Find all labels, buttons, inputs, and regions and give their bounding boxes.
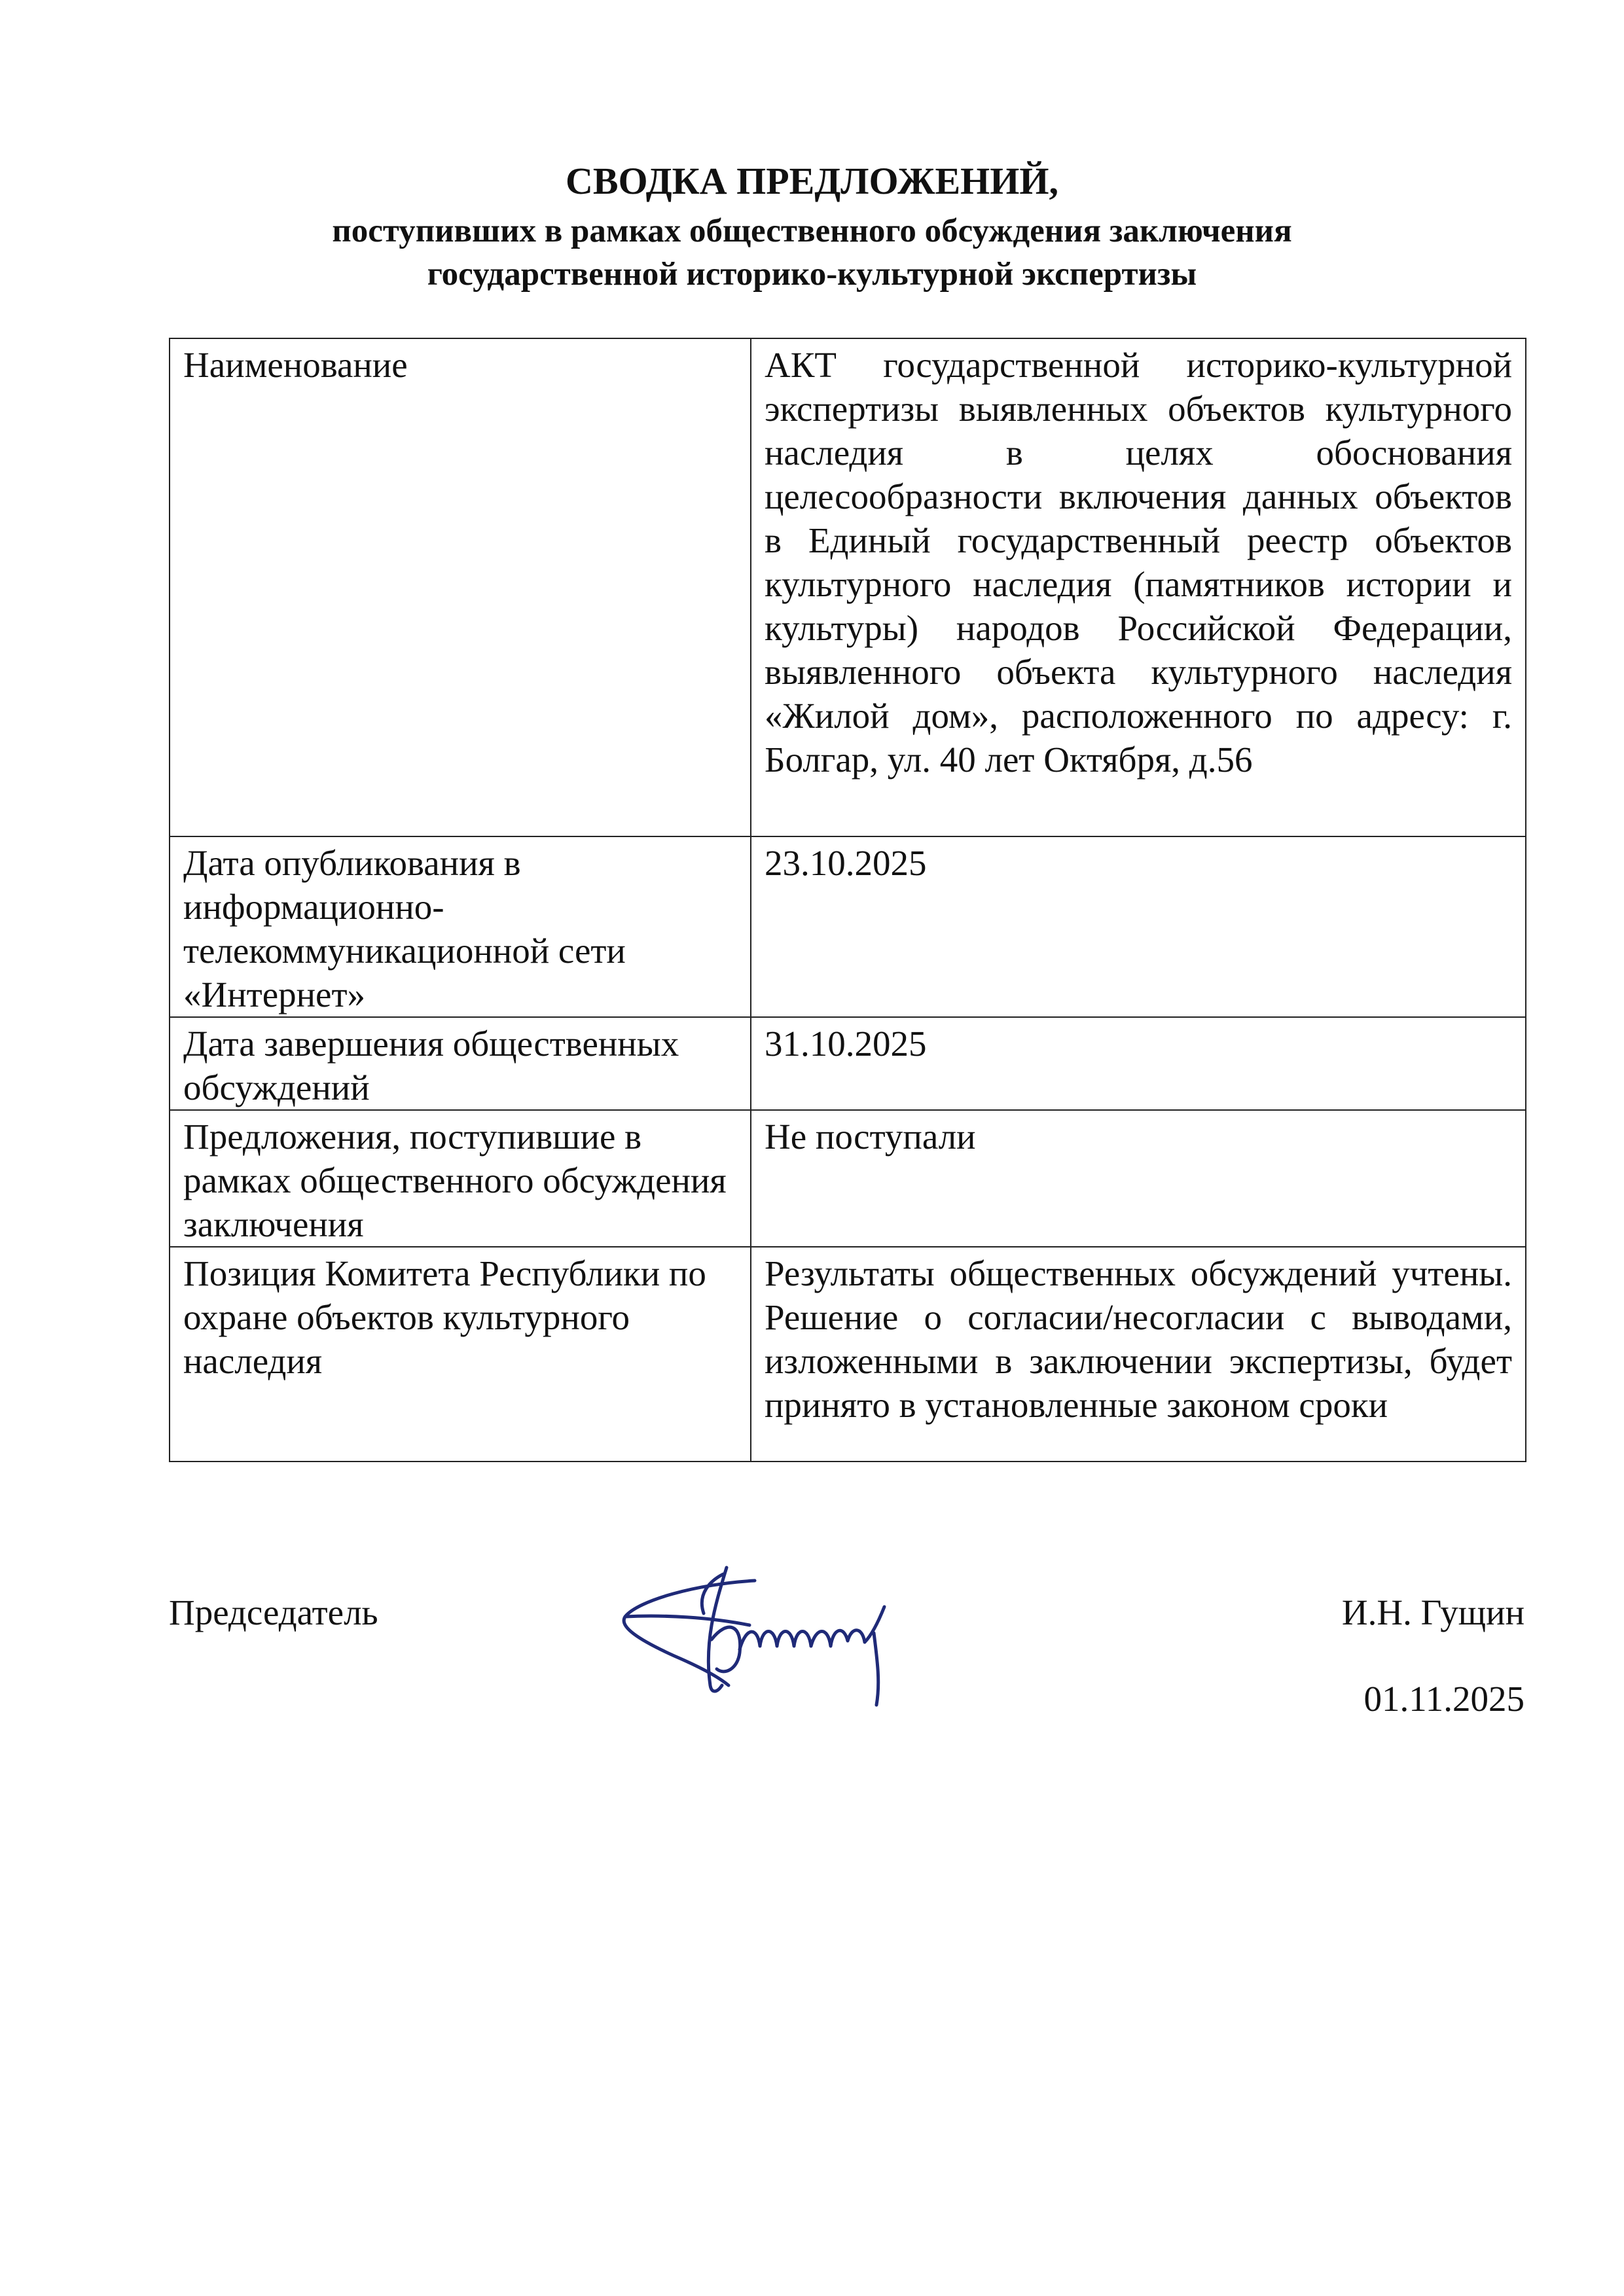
row-value-name: АКТ государственной историко-культурной экспертизы выявленных объектов культурного наследия в целях обоснования целесообразности включения данных объектов в Единый государственный реестр объектов культурного наследия (памятников истории и культуры) народов Российской Федерации, выявленного объекта культурного наследия «Жилой дом», расположенного по адресу: г. Болгар, ул. 40 лет Октября, д.56 [751,338,1526,836]
document-subtitle-line-1: поступивших в рамках общественного обсуждения заключения [332,213,1292,249]
table-row-end-date [170,1017,1526,1110]
row-value-proposals: Не поступали [751,1110,1526,1247]
proposals-summary-table [169,338,1526,1462]
row-label-committee-position: Позиция Комитета Республики по охране объектов культурного наследия [170,1247,751,1462]
document-title: СВОДКА ПРЕДЛОЖЕНИЙ, [565,160,1059,202]
table-row-committee-position [170,1247,1526,1462]
table-row-proposals [170,1110,1526,1247]
row-value-end-date: 31.10.2025 [751,1017,1526,1110]
handwritten-signature-icon [612,1554,913,1712]
document-subtitle-line-2: государственной историко-культурной экспертизы [427,256,1197,293]
row-value-committee-position: Результаты общественных обсуждений учтены. Решение о согласии/несогласии с выводами, изложенными в заключении экспертизы, будет принято в установленные законом сроки [751,1247,1526,1462]
row-label-publication-date: Дата опубликования в информационно-телекоммуникационной сети «Интернет» [170,836,751,1017]
table-row-name [170,338,1526,836]
row-label-end-date: Дата завершения общественных обсуждений [170,1017,751,1110]
signatory-name: И.Н. Гущин [1341,1592,1525,1632]
signatory-title: Председатель [169,1592,378,1632]
row-value-publication-date: 23.10.2025 [751,836,1526,1017]
row-label-name: Наименование [170,338,751,836]
signature-date: 01.11.2025 [1363,1679,1525,1719]
row-label-proposals: Предложения, поступившие в рамках общественного обсуждения заключения [170,1110,751,1247]
table-row-publication-date [170,836,1526,1017]
